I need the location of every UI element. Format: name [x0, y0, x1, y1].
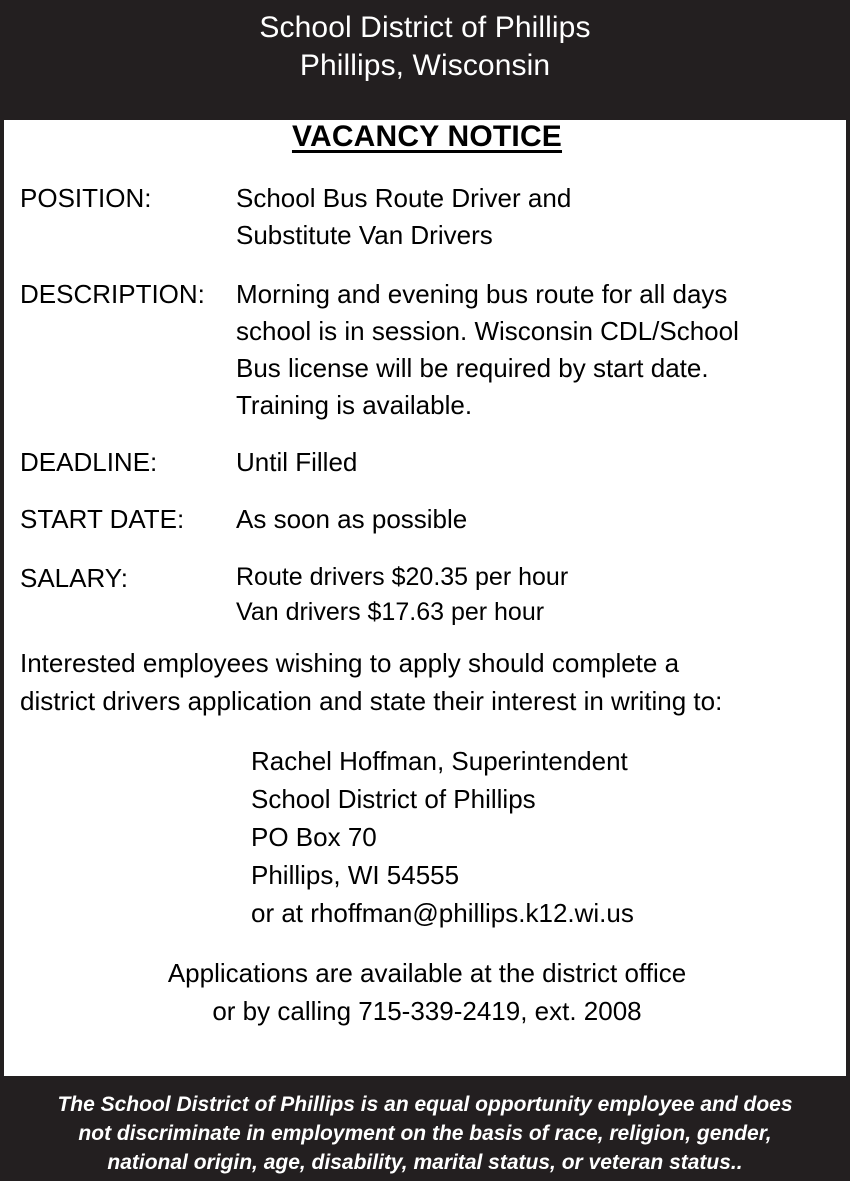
field-value-line: Route drivers $20.35 per hour [236, 563, 569, 591]
field-label-salary: SALARY: [20, 563, 128, 593]
field-value-line: Bus license will be required by start date. [236, 353, 709, 383]
header-banner [0, 0, 850, 96]
field-value-line: As soon as possible [236, 504, 468, 534]
contact-email: or at rhoffman@phillips.k12.wi.us [251, 898, 634, 928]
field-label-start-date: START DATE: [20, 504, 185, 534]
field-value-line: Substitute Van Drivers [236, 220, 493, 250]
closing-line-phone: or by calling 715-339-2419, ext. 2008 [212, 996, 642, 1026]
field-row-description [20, 276, 834, 424]
contact-organization: School District of Phillips [251, 784, 536, 814]
page-title: VACANCY NOTICE [291, 120, 563, 153]
field-label-description: DESCRIPTION: [20, 279, 205, 309]
field-value-line: Van drivers $17.63 per hour [236, 598, 545, 626]
field-value-start-date [236, 501, 834, 538]
field-row-salary [20, 560, 834, 630]
field-value-salary [236, 560, 834, 630]
footer-line: national origin, age, disability, marital status, or veteran status.. [107, 1151, 743, 1174]
district-location: Phillips, Wisconsin [299, 49, 551, 82]
contact-address-block [251, 742, 834, 932]
contact-name: Rachel Hoffman, Superintendent [251, 746, 628, 776]
field-value-line: Morning and evening bus route for all days [236, 279, 728, 309]
apply-instructions [20, 644, 834, 720]
field-row-start-date [20, 501, 834, 538]
equal-opportunity-footer [0, 1076, 850, 1181]
closing-instructions [20, 954, 834, 1030]
field-value-line: School Bus Route Driver and [236, 183, 572, 213]
field-value-line: Training is available. [236, 390, 473, 420]
district-name: School District of Phillips [259, 11, 591, 44]
field-list [20, 180, 834, 630]
closing-line-availability: Applications are available at the district office [167, 958, 687, 988]
apply-instructions-line: district drivers application and state their interest in writing to: [20, 686, 723, 716]
apply-instructions-line: Interested employees wishing to apply should complete a [20, 648, 680, 678]
field-value-line: school is in session. Wisconsin CDL/School [236, 316, 739, 346]
field-row-deadline [20, 444, 834, 481]
footer-line: The School District of Phillips is an equal opportunity employee and does [57, 1093, 793, 1116]
field-row-position [20, 180, 834, 254]
field-label-position: POSITION: [20, 183, 152, 213]
field-label-deadline: DEADLINE: [20, 447, 158, 477]
contact-city-state-zip: Phillips, WI 54555 [251, 860, 460, 890]
field-value-line: Until Filled [236, 447, 358, 477]
contact-po-box: PO Box 70 [251, 822, 377, 852]
field-value-position [236, 180, 834, 254]
footer-line: not discriminate in employment on the basis of race, religion, gender, [78, 1122, 772, 1145]
field-value-deadline [236, 444, 834, 481]
notice-body [4, 120, 846, 1076]
field-value-description [236, 276, 834, 424]
